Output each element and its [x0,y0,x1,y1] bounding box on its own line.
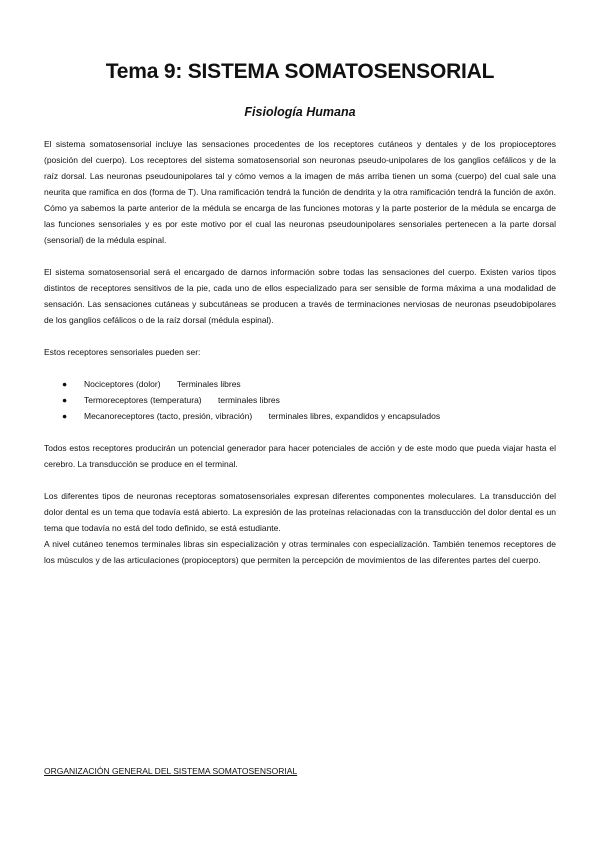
list-item [44,392,556,408]
document-body [44,136,556,584]
paragraph-transduction: Todos estos receptores producirán un potencial generador para hacer potenciales de acción y de este modo que pueda viajar hasta el cerebro. La transducción se produce en el terminal. [44,443,556,469]
bullet-icon: ● [62,411,68,421]
receptor-name: Termoreceptores (temperatura) [84,395,202,405]
receptor-list [44,376,556,424]
paragraph-intro: El sistema somatosensorial incluye las sensaciones procedentes de los receptores cutáneos y dentales y de los propioceptores (posición del cuerpo). Los receptores del sistema somatosensorial son neuronas pseudo-unipolares de los ganglios cefálicos y de la raíz dorsal. Las neuronas pseudounipolares tal y cómo vemos a la imagen de más arriba tienen un soma (cuerpo) del cual sale una neurita que ramifica en dos (forma de T). Una ramificación tendrá la función de dendrita y la otra ramificación tendrá la función de axón. Cómo ya sabemos la parte anterior de la médula se encarga de las funciones motoras y la parte posterior de la médula se encarga de las funciones sensoriales y es por este motivo por el cual las neuronas pseudounipolares sensoriales pertenecen a la parte dorsal (sensorial) de la médula espinal. [44,139,556,245]
paragraph-molecular: Los diferentes tipos de neuronas receptoras somatosensoriales expresan diferentes componentes moleculares. La transducción del dolor dental es un tema que todavía está abierto. La expresión de las proteínas relacionadas con la transducción del dolor dental es un tema que todavía no está del todo definido, se está estudiante. [44,491,556,533]
receptor-terminal: terminales libres, expandidos y encapsulados [268,411,441,421]
document-title: Tema 9: SISTEMA SOMATOSENSORIAL [105,60,495,83]
receptor-terminal: terminales libres [218,395,280,405]
paragraph-receptor-intro: Estos receptores sensoriales pueden ser: [44,347,201,357]
list-item [44,408,556,424]
receptor-name: Nociceptores (dolor) [84,379,161,389]
paragraph-cutaneous: A nivel cutáneo tenemos terminales libras sin especialización y otras terminales con especialización. También tenemos receptores de los músculos y de las articulaciones (propioceptors) que permiten la percepción de movimientos de las diferentes partes del cuerpo. [44,539,556,565]
paragraph-sensations: El sistema somatosensorial será el encargado de darnos información sobre todas las sensaciones del cuerpo. Existen varios tipos distintos de receptores sensitivos de la pie, cada uno de ellos especializado para ser sensible de forma máxima a una modalidad de sensación. Las sensaciones cutáneas y subcutáneas se producen a través de terminaciones nerviosas de neuronas pseudobipolares de los ganglios cefálicos o de la raíz dorsal (médula espinal). [44,267,556,325]
list-item [44,376,556,392]
receptor-terminal: Terminales libres [176,379,241,389]
section-heading: ORGANIZACIÓN GENERAL DEL SISTEMA SOMATOSENSORIAL [44,766,298,776]
bullet-icon: ● [62,379,68,389]
receptor-name: Mecanoreceptores (tacto, presión, vibración) [84,411,253,421]
bullet-icon: ● [62,395,68,405]
document-subtitle: Fisiología Humana [244,105,356,119]
